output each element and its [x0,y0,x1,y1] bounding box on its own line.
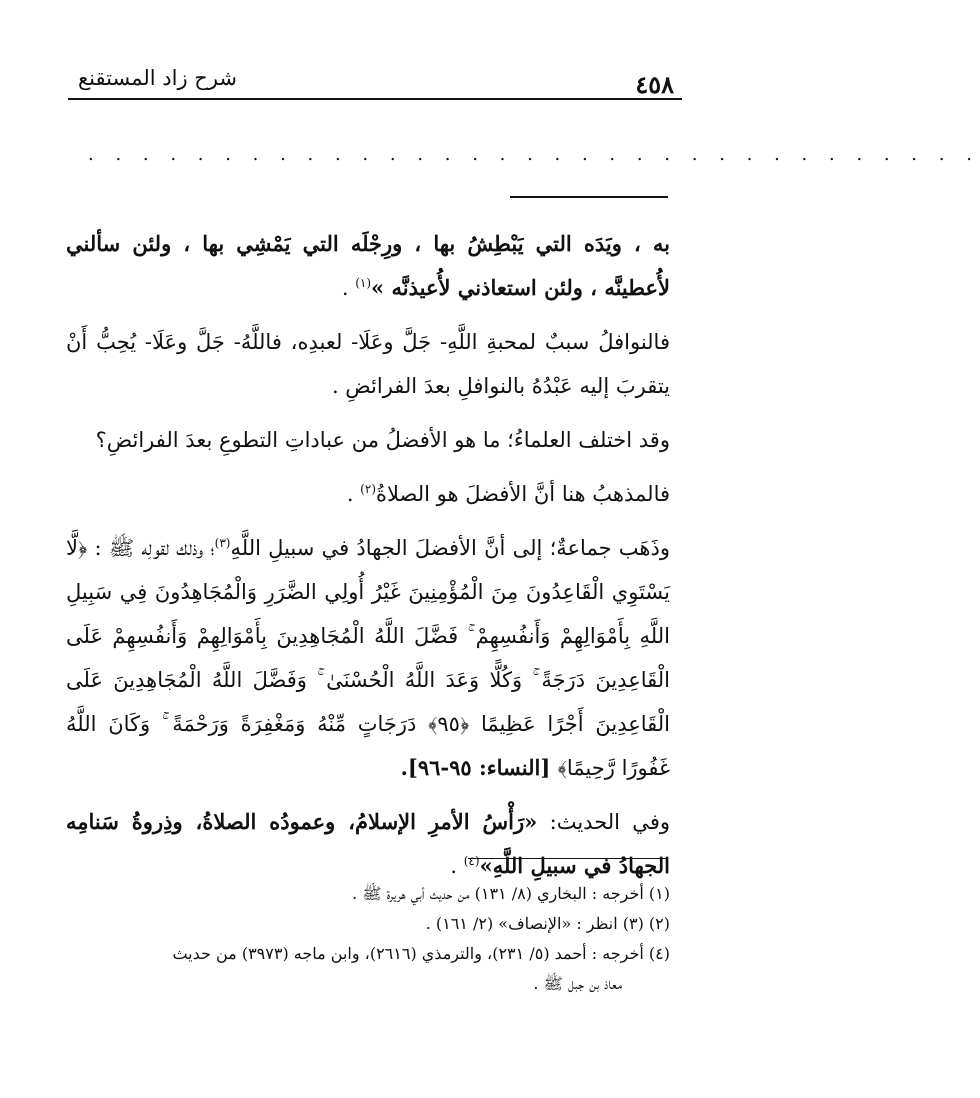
footnote-ref-4: (٤) [463,854,480,868]
section-rule [510,196,668,198]
paragraph-madhhab [66,472,670,516]
footnote-ref-1: (١) [355,276,372,290]
verse-source: [النساء: ٩٥-٩٦]. [400,755,558,780]
footnote-1: (١) أخرجه : البخاري (٨/ ١٣١) من حديث أبي هريرة ﷺ . [352,884,670,903]
paragraph-end: . [346,482,361,506]
hadith-text: «رَأْسُ الأمرِ الإسلامُ، وعمودُه الصلاةُ، وذِروةُ سَنامِه الجهادُ في سبيلِ اللَّهِ» [66,809,670,878]
paragraph-end: . [450,854,464,878]
quran-verse: ﴿لَّا يَسْتَوِي الْقَاعِدُونَ مِنَ الْمُؤْمِنِينَ غَيْرُ أُولِي الضَّرَرِ وَالْمُجَاهِدُونَ فِي سَبِيلِ اللَّهِ بِأَمْوَالِهِمْ وَأَنفُسِهِمْ ۚ فَضَّلَ اللَّهُ الْمُجَاهِدِينَ بِأَمْوَالِهِمْ وَأَنفُسِهِمْ عَلَى الْقَاعِدِينَ دَرَجَةً ۚ وَكُلًّا وَعَدَ اللَّهُ الْحُسْنَىٰ ۚ وَفَضَّلَ اللَّهُ الْمُجَاهِدِينَ عَلَى الْقَاعِدِينَ أَجْرًا عَظِيمًا ﴿٩٥﴾ دَرَجَاتٍ مِّنْهُ وَمَغْفِرَةً وَرَحْمَةً ۚ وَكَانَ اللَّهُ غَفُورًا رَّحِيمًا﴾ [66,536,671,780]
paragraph-text: وذَهَب جماعةٌ؛ إلى أنَّ الأفضلَ الجهادُ في سبيلِ اللَّهِ [230,536,670,560]
footnote-4: (٤) أخرجه : أحمد (٥/ ٢٣١)، والترمذي (٢٦١٦)، وابن ماجه (٣٩٧٣) من حديث [172,944,670,963]
paragraph-hadith [66,800,670,888]
paragraph-text: فالمذهبُ هنا أنَّ الأفضلَ هو الصلاةُ [376,482,670,506]
footnote-ref-3: (٣) [214,536,231,550]
paragraph-ikhtilaf: وقد اختلف العلماءُ؛ ما هو الأفضلُ من عباداتِ التطوعِ بعدَ الفرائضِ؟ [95,428,670,452]
paragraph-nawafil: فالنوافلُ سببٌ لمحبةِ اللَّهِ- جَلَّ وعَلَا- لعبدِه، فاللَّهُ- جَلَّ وعَلَا- يُحِبُّ أَنْ يتقربَ إليه عَبْدُهُ بالنوافلِ بعدَ الفرائضِ . [66,330,670,398]
paragraph-hadith-continuation [66,222,670,310]
page-number: ٤٥٨ [635,70,674,99]
dotted-separator: . . . . . . . . . . . . . . . . . . . . . . . . . . . . . . . . . [88,144,980,165]
paragraph-text: وفي الحديث: [537,810,670,834]
hadith-text: به ، ويَدَه التي يَبْطِشُ بها ، ورِجْلَه التي يَمْشِي بها ، ولئن سألني لأُعطينَّه ، ولئن استعاذني لأُعيذنَّه » [66,231,670,300]
footnote-4-continued: معاذ بن جبل ﷺ . [533,974,622,993]
paragraph-jihad [66,526,670,790]
paragraph-text: ؛ وذلك لقولِه ﷺ : [87,536,215,560]
footnotes [66,880,670,1000]
paragraph-end: . [341,276,356,300]
main-text [66,222,670,898]
footnote-rule [468,858,668,859]
footnote-ref-2: (٢) [360,482,376,496]
page-header [68,62,682,100]
footnote-2-3: (٢) (٣) انظر : «الإنصاف» (٢/ ١٦١) . [425,914,670,933]
running-title: شرح زاد المستقنع [78,66,237,90]
